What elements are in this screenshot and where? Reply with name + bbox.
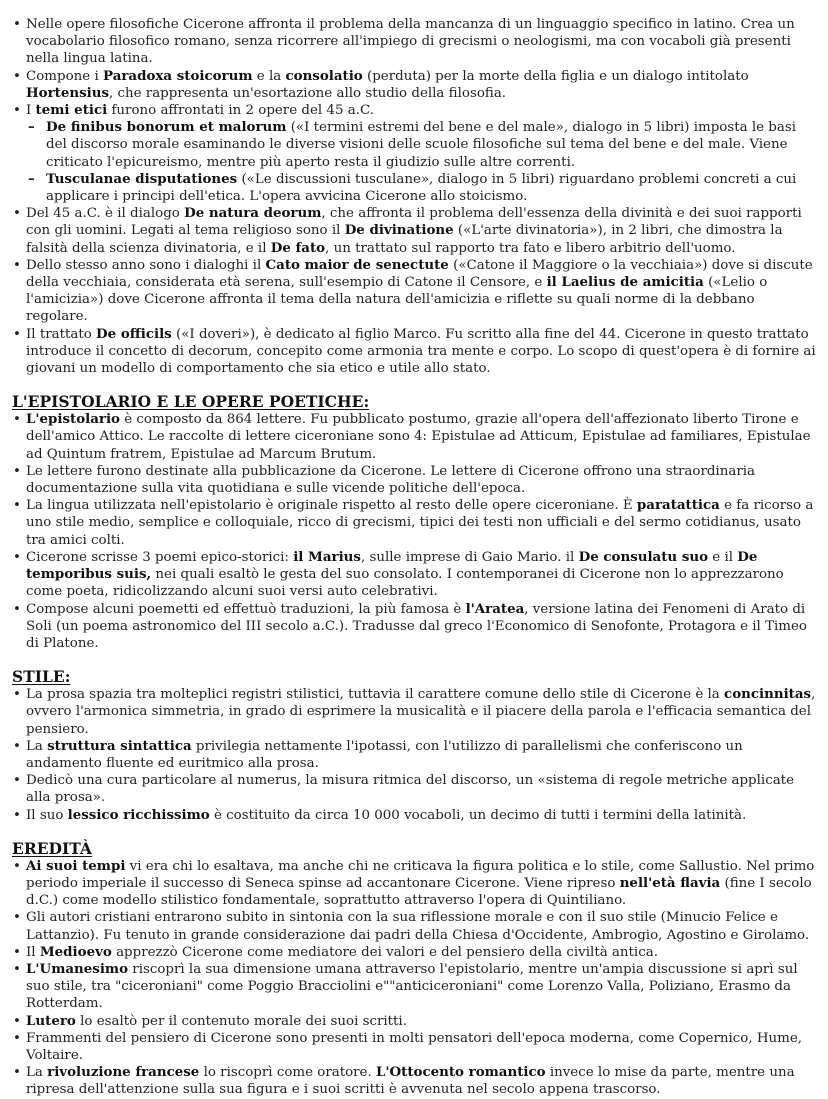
list-item: • Gli autori cristiani entrarono subito in sintonia con la sua riflessione morale e con il suo stile (Minucio Felice e Lattanzio). Fu tenuto in grande considerazione dai padri della Chiesa d'Occidente, Ambrogio, Agostino e Girolamo.: [12, 909, 816, 943]
list-item: • L'epistolario è composto da 864 lettere. Fu pubblicato postumo, grazie all'opera dell'affezionato liberto Tirone e dell'amico Attico. Le raccolte di lettere ciceroniane sono 4: Epistulae ad Atticum, Epistulae ad familiares, Epistulae ad Quintum fratrem, Epistulae ad Marcum Brutum.: [12, 411, 816, 463]
section-heading-stile: STILE:: [12, 667, 71, 687]
list-item: • La rivoluzione francese lo riscoprì come oratore. L'Ottocento romantico invece lo mise da parte, mentre una ripresa dell'attenzione sulla sua figura e i suoi scritti è avvenuta nel secolo appena trascorso.: [12, 1064, 816, 1098]
list-item: • Il Medioevo apprezzò Cicerone come mediatore dei valori e del pensiero della civiltà antica.: [12, 944, 816, 961]
section-heading-epistolario: L'EPISTOLARIO E LE OPERE POETICHE:: [12, 392, 370, 412]
list-item: • Cicerone scrisse 3 poemi epico-storici: il Marius, sulle imprese di Gaio Mario. il De consulatu suo e il De temporibus suis, nei quali esaltò le gesta del suo consolato. I contemporanei di Cicerone non lo apprezzarono come poeta, ridicolizzando alcuni suoi versi auto celebrativi.: [12, 549, 816, 601]
epistolario-list: [12, 411, 816, 652]
section-heading-eredita: EREDITÀ: [12, 838, 92, 858]
philosophy-list: [12, 16, 816, 377]
list-item: • Dedicò una cura particolare al numerus, la misura ritmica del discorso, un «sistema di regole metriche applicate alla prosa».: [12, 772, 816, 806]
stile-list: [12, 686, 816, 824]
list-item: • Il suo lessico ricchissimo è costituito da circa 10 000 vocaboli, un decimo di tutti i termini della latinità.: [12, 807, 816, 824]
list-item: • La lingua utilizzata nell'epistolario è originale rispetto al resto delle opere ciceroniane. È paratattica e fa ricorso a uno stile medio, semplice e colloquiale, ricco di grecismi, tipici dei testi non ufficiali e del sermo cotidianus, usato tra amici colti.: [12, 497, 816, 549]
list-item: • Ai suoi tempi vi era chi lo esaltava, ma anche chi ne criticava la figura politica e lo stile, come Sallustio. Nel primo periodo imperiale il successo di Seneca spinse ad accantonare Cicerone. Viene ripreso nell'età flavia (fine I secolo d.C.) come modello stilistico fondamentale, soprattutto attraverso l'opera di Quintiliano.: [12, 858, 816, 910]
sub-list-item: – Tusculanae disputationes («Le discussioni tusculane», dialogo in 5 libri) riguardano problemi concreti a cui applicare i principi dell'etica. L'opera avvicina Cicerone allo stoicismo.: [12, 171, 816, 205]
list-item: • Frammenti del pensiero di Cicerone sono presenti in molti pensatori dell'epoca moderna, come Copernico, Hume, Voltaire.: [12, 1030, 816, 1064]
list-item: • Compone i Paradoxa stoicorum e la consolatio (perduta) per la morte della figlia e un dialogo intitolato Hortensius, che rappresenta un'esortazione allo studio della filosofia.: [12, 68, 816, 102]
list-item: • I temi etici furono affrontati in 2 opere del 45 a.C.: [12, 102, 816, 119]
eredita-list: [12, 858, 816, 1099]
sub-list-item: – De finibus bonorum et malorum («I termini estremi del bene e del male», dialogo in 5 libri) imposta le basi del discorso morale esaminando le diverse visioni delle scuole filosofiche sul tema del bene e del male. Viene criticato l'epicureismo, mentre più aperto resta il giudizio sulle altre correnti.: [12, 119, 816, 171]
list-item: • L'Umanesimo riscoprì la sua dimensione umana attraverso l'epistolario, mentre un'ampia discussione si aprì sul suo stile, tra "ciceroniani" come Poggio Bracciolini e""anticiceroniani" come Lorenzo Valla, Poliziano, Erasmo da Rotterdam.: [12, 961, 816, 1013]
list-item: • Del 45 a.C. è il dialogo De natura deorum, che affronta il problema dell'essenza della divinità e dei suoi rapporti con gli uomini. Legati al tema religioso sono il De divinatione («L'arte divinatoria»), in 2 libri, che dimostra la falsità della scienza divinatoria, e il De fato, un trattato sul rapporto tra fato e libero arbitrio dell'uomo.: [12, 205, 816, 257]
list-item: • Dello stesso anno sono i dialoghi il Cato maior de senectute («Catone il Maggiore o la vecchiaia») dove si discute della vecchiaia, considerata età serena, sull'esempio di Catone il Censore, e il Laelius de amicitia («Lelio o l'amicizia») dove Cicerone affronta il tema della natura dell'amicizia e riflette su quali norme di la debbano regolare.: [12, 257, 816, 326]
list-item: • Nelle opere filosofiche Cicerone affronta il problema della mancanza di un linguaggio specifico in latino. Crea un vocabolario filosofico romano, senza ricorrere all'impiego di grecismi o neologismi, ma con vocaboli già presenti nella lingua latina.: [12, 16, 816, 68]
list-item: • Il trattato De officils («I doveri»), è dedicato al figlio Marco. Fu scritto alla fine del 44. Cicerone in questo trattato introduce il concetto di decorum, concepito come armonia tra mente e corpo. Lo scopo di quest'opera è di fornire ai giovani un modello di comportamento che sia etico e utile allo stato.: [12, 326, 816, 378]
list-item: • Lutero lo esaltò per il contenuto morale dei suoi scritti.: [12, 1013, 816, 1030]
list-item: • La struttura sintattica privilegia nettamente l'ipotassi, con l'utilizzo di parallelismi che conferiscono un andamento fluente ed euritmico alla prosa.: [12, 738, 816, 772]
list-item: • Le lettere furono destinate alla pubblicazione da Cicerone. Le lettere di Cicerone offrono una straordinaria documentazione sulla vita quotidiana e sulle vicende politiche dell'epoca.: [12, 463, 816, 497]
list-item: • Compose alcuni poemetti ed effettuò traduzioni, la più famosa è l'Aratea, versione latina dei Fenomeni di Arato di Soli (un poema astronomico del III secolo a.C.). Tradusse dal greco l'Economico di Senofonte, Protagora e il Timeo di Platone.: [12, 601, 816, 653]
list-item: • La prosa spazia tra molteplici registri stilistici, tuttavia il carattere comune dello stile di Cicerone è la concinnitas, ovvero l'armonica simmetria, in grado di esprimere la musicalità e il piacere della parola e l'efficacia semantica del pensiero.: [12, 686, 816, 738]
